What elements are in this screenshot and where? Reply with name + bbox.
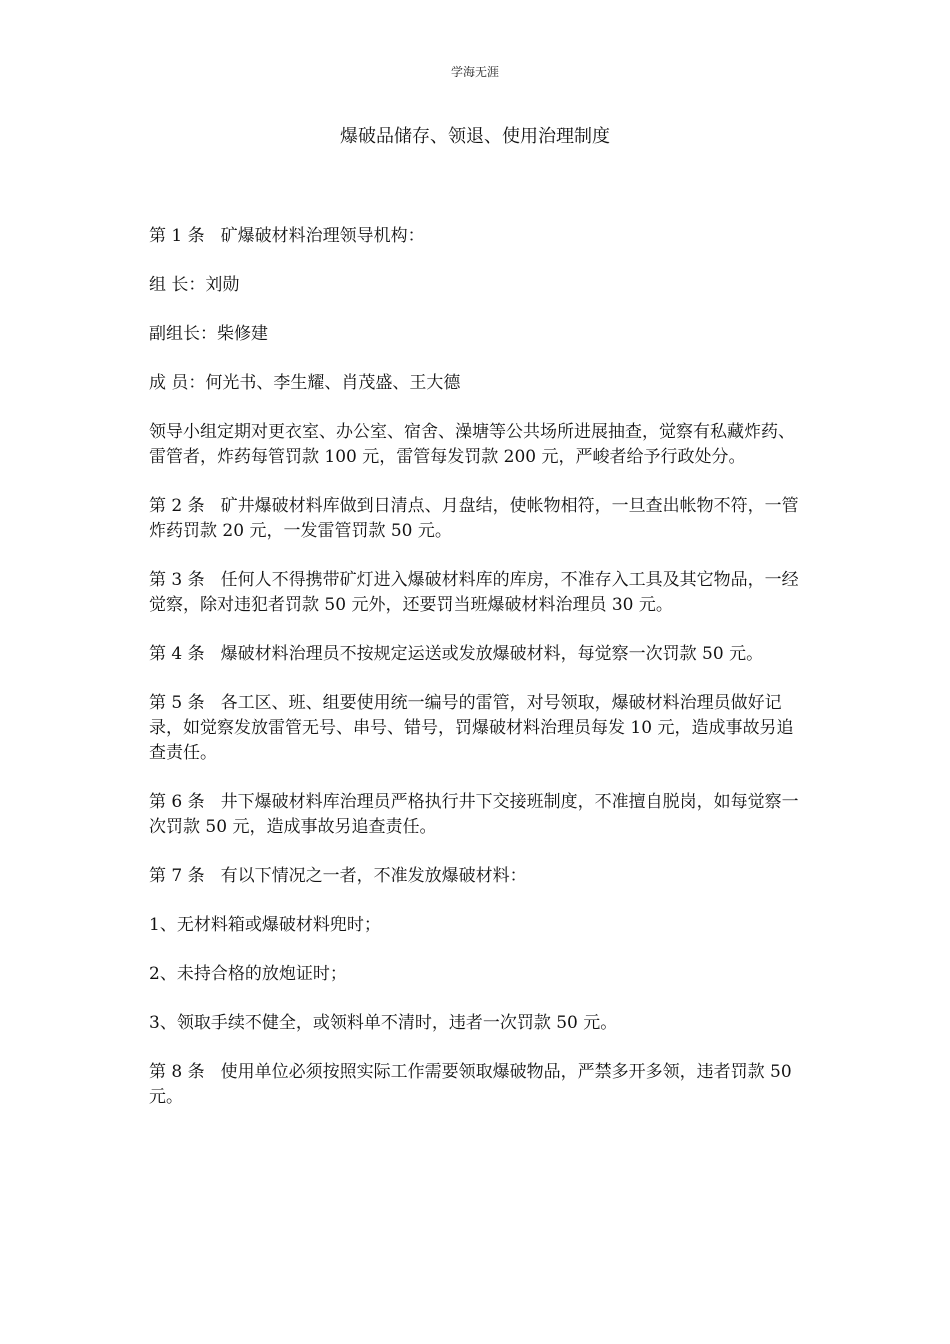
- article-number: 第 4 条: [149, 644, 205, 664]
- paragraph-text: 各工区、班、组要使用统一编号的雷管，对号领取，爆破材料治理员做好记录，如觉察发放雷管无号、串号、错号，罚爆破材料治理员每发 10 元，造成事故另追查责任。: [149, 693, 794, 763]
- paragraph-article-8: [149, 1060, 801, 1110]
- paragraph-text: 任何人不得携带矿灯进入爆破材料库的库房，不准存入工具及其它物品，一经觉察，除对违犯者罚款 50 元外，还要罚当班爆破材料治理员 30 元。: [149, 570, 799, 615]
- paragraph-article-2: [149, 494, 801, 544]
- paragraph-article-4: [149, 642, 801, 667]
- paragraph-text: 组 长：刘勋: [149, 275, 240, 295]
- list-item-3: [149, 1011, 801, 1036]
- list-item-1: [149, 913, 801, 938]
- paragraph-text: 使用单位必须按照实际工作需要领取爆破物品，严禁多开多领，违者罚款 50 元。: [149, 1062, 792, 1107]
- paragraph-article-7: [149, 864, 801, 889]
- paragraph-text: 矿爆破材料治理领导机构：: [220, 226, 425, 246]
- paragraph-article-3: [149, 568, 801, 618]
- paragraph-article-1: [149, 224, 801, 249]
- page-header: 学海无涯: [450, 65, 499, 79]
- article-number: 第 1 条: [149, 226, 205, 246]
- paragraph-article-6: [149, 790, 801, 840]
- list-item-2: [149, 962, 801, 987]
- paragraph-text: 领导小组定期对更衣室、办公室、宿舍、澡塘等公共场所进展抽查，觉察有私藏炸药、雷管者，炸药每管罚款 100 元，雷管每发罚款 200 元，严峻者给予行政处分。: [149, 422, 795, 467]
- paragraph-deputy-leader: [149, 322, 801, 347]
- paragraph-text: 副组长：柴修建: [149, 324, 268, 344]
- document-body: [149, 224, 801, 1134]
- article-number: 第 6 条: [149, 792, 205, 812]
- paragraph-text: 爆破材料治理员不按规定运送或发放爆破材料，每觉察一次罚款 50 元。: [220, 644, 764, 664]
- paragraph-text: 矿井爆破材料库做到日清点、月盘结，使帐物相符，一旦查出帐物不符，一管炸药罚款 20 元，一发雷管罚款 50 元。: [149, 496, 799, 541]
- document-title: 爆破品储存、领退、使用治理制度: [340, 126, 610, 147]
- paragraph-text: 成 员：何光书、李生耀、肖茂盛、王大德: [149, 373, 461, 393]
- paragraph-text: 井下爆破材料库治理员严格执行井下交接班制度，不准擅自脱岗，如每觉察一次罚款 50 元，造成事故另追查责任。: [149, 792, 799, 837]
- article-number: 第 7 条: [149, 866, 205, 886]
- article-number: 第 3 条: [149, 570, 205, 590]
- paragraph-leader: [149, 273, 801, 298]
- article-number: 第 2 条: [149, 496, 205, 516]
- paragraph-text: 1、无材料箱或爆破材料兜时；: [149, 915, 381, 935]
- article-number: 第 8 条: [149, 1062, 205, 1082]
- paragraph-inspection: [149, 420, 801, 470]
- paragraph-text: 3、领取手续不健全，或领料单不清时，违者一次罚款 50 元。: [149, 1013, 618, 1033]
- paragraph-text: 有以下情况之一者，不准发放爆破材料：: [220, 866, 527, 886]
- paragraph-text: 2、未持合格的放炮证时；: [149, 964, 347, 984]
- article-number: 第 5 条: [149, 693, 205, 713]
- paragraph-members: [149, 371, 801, 396]
- paragraph-article-5: [149, 691, 801, 766]
